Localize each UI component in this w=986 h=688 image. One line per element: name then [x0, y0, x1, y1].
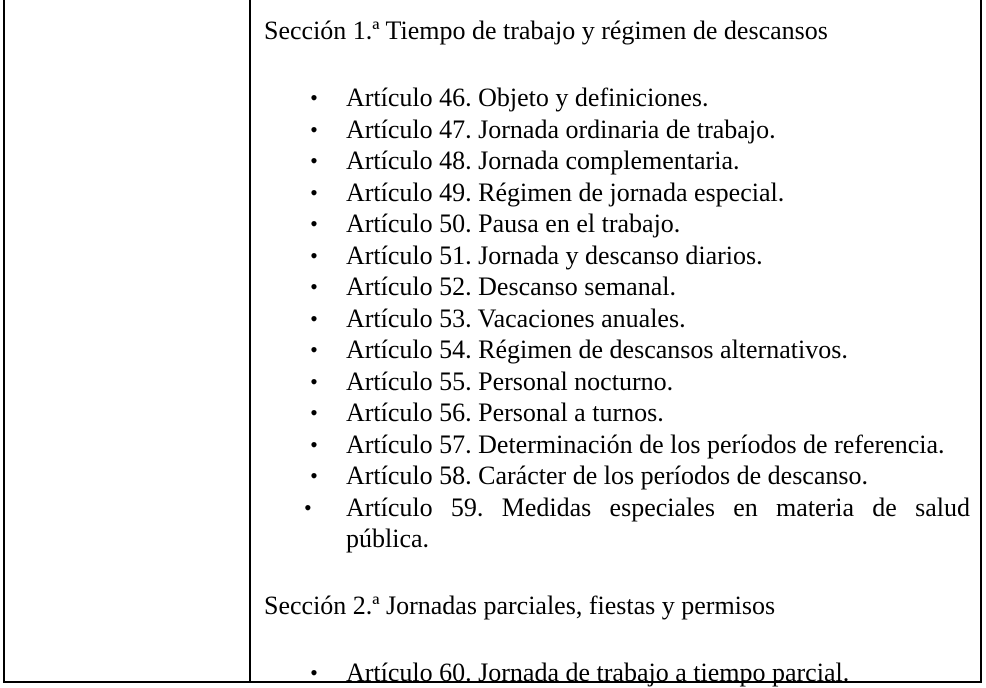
article-list-section-2: [264, 657, 970, 688]
bullet-icon: •: [304, 429, 324, 461]
bullet-icon: •: [304, 492, 324, 524]
article-title: Artículo 53. Vacaciones anuales.: [346, 304, 686, 333]
article-title: Artículo 55. Personal nocturno.: [346, 367, 673, 396]
article-title: Artículo 48. Jornada complementaria.: [346, 146, 739, 175]
list-item: [264, 303, 970, 335]
bullet-icon: •: [304, 208, 324, 240]
list-item: [264, 177, 970, 209]
list-item: [264, 114, 970, 146]
article-title: Artículo 59. Medidas especiales en materia de salud pública.: [346, 493, 970, 554]
article-title: Artículo 47. Jornada ordinaria de trabajo.: [346, 115, 776, 144]
article-list-section-1: [264, 82, 970, 555]
article-title: Artículo 52. Descanso semanal.: [346, 272, 676, 301]
list-item: [264, 82, 970, 114]
list-item: [264, 271, 970, 303]
bullet-icon: •: [304, 334, 324, 366]
table-content-cell: [264, 14, 970, 688]
article-title: Artículo 51. Jornada y descanso diarios.: [346, 241, 763, 270]
article-title: Artículo 54. Régimen de descansos alternativos.: [346, 335, 848, 364]
article-title: Artículo 56. Personal a turnos.: [346, 398, 664, 427]
list-item: [264, 145, 970, 177]
bullet-icon: •: [304, 271, 324, 303]
table-border-left: [3, 0, 5, 683]
article-title: Artículo 60. Jornada de trabajo a tiempo parcial.: [346, 658, 849, 687]
list-item: [264, 657, 970, 688]
list-item: [264, 429, 970, 461]
bullet-icon: •: [304, 114, 324, 146]
list-item: [264, 397, 970, 429]
article-title: Artículo 57. Determinación de los períodos de referencia.: [346, 430, 945, 459]
table-column-divider: [249, 0, 251, 683]
article-title: Artículo 46. Objeto y definiciones.: [346, 83, 708, 112]
bullet-icon: •: [304, 303, 324, 335]
article-title: Artículo 50. Pausa en el trabajo.: [346, 209, 680, 238]
bullet-icon: •: [304, 240, 324, 272]
list-item: [264, 460, 970, 492]
list-item: [264, 240, 970, 272]
list-item: [264, 492, 970, 555]
bullet-icon: •: [304, 397, 324, 429]
bullet-icon: •: [304, 177, 324, 209]
bullet-icon: •: [304, 657, 324, 688]
list-item: [264, 366, 970, 398]
section-heading-2: Sección 2.ª Jornadas parciales, fiestas y permisos: [264, 589, 970, 623]
bullet-icon: •: [304, 460, 324, 492]
table-border-right: [980, 0, 982, 683]
list-item: [264, 208, 970, 240]
article-title: Artículo 58. Carácter de los períodos de descanso.: [346, 461, 868, 490]
bullet-icon: •: [304, 366, 324, 398]
bullet-icon: •: [304, 82, 324, 114]
article-title: Artículo 49. Régimen de jornada especial.: [346, 178, 784, 207]
list-item: [264, 334, 970, 366]
section-heading-1: Sección 1.ª Tiempo de trabajo y régimen de descansos: [264, 14, 970, 48]
bullet-icon: •: [304, 145, 324, 177]
